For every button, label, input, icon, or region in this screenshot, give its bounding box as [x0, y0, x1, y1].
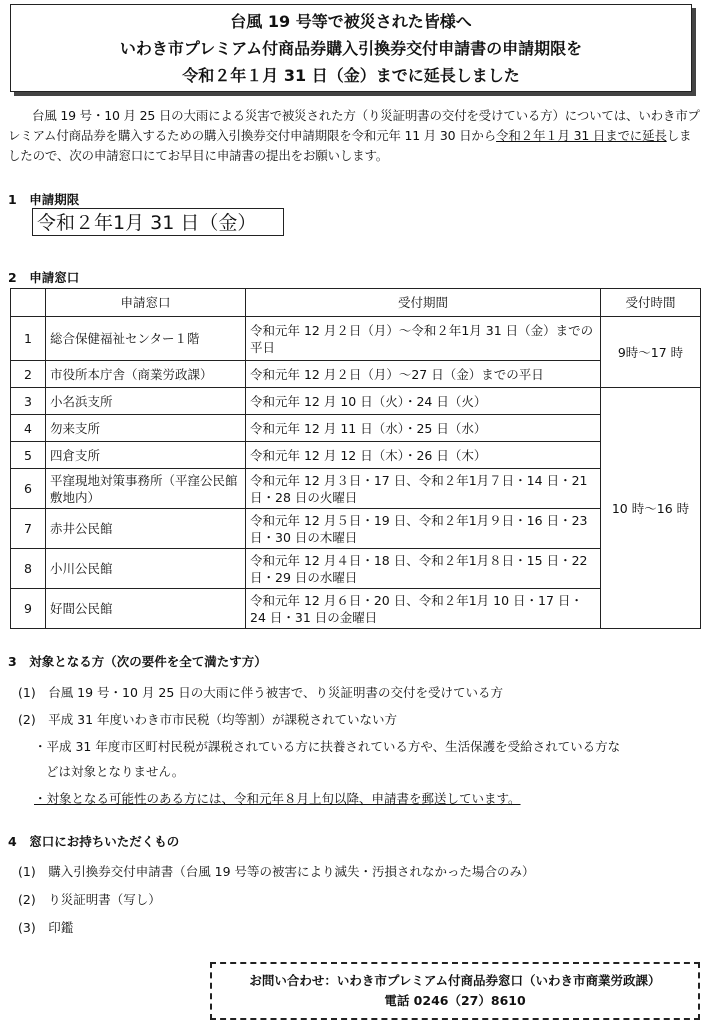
row-period: 令和元年 12 月 12 日（木）・26 日（木）: [246, 442, 601, 469]
section-3-item-2: (2) 平成 31 年度いわき市市民税（均等割）が課税されていない方: [18, 712, 398, 727]
title-box: [10, 4, 692, 92]
section-3-note-1-cont: どは対象となりません。: [46, 764, 185, 779]
row-window: 平窪現地対策事務所（平窪公民館敷地内）: [46, 469, 246, 509]
hours-cell-a: 9時～17 時: [601, 317, 701, 388]
contact-line-1: お問い合わせ：いわき市プレミアム付商品券窓口（いわき市商業労政課）: [249, 973, 661, 988]
row-window: 好間公民館: [46, 589, 246, 629]
table-row: [11, 388, 701, 415]
section-1-heading: 1 申請期限: [8, 192, 80, 207]
col-window: 申請窓口: [46, 289, 246, 317]
section-3-item-1: (1) 台風 19 号・10 月 25 日の大雨に伴う被害で、り災証明書の交付を受けている方: [18, 685, 504, 700]
section-3-heading: 3 対象となる方（次の要件を全て満たす方）: [8, 654, 267, 669]
hours-cell-b: 10 時～16 時: [601, 388, 701, 629]
intro-text-1: 台風 19 号・10 月 25 日の大雨による災害で被災された方（り災証明書の交付を受けている方）については、いわき市プレミアム付商品券を購入するための購入引換券交付申請期限を令和元年 11 月 30 日から: [8, 108, 700, 143]
row-no: 3: [11, 388, 46, 415]
row-period: 令和元年 12 月 10 日（火）・24 日（火）: [246, 388, 601, 415]
row-window: 四倉支所: [46, 442, 246, 469]
table-row: [11, 549, 701, 589]
table-row: [11, 361, 701, 388]
intro-underlined: 令和２年１月 31 日までに延長: [496, 128, 667, 143]
row-no: 6: [11, 469, 46, 509]
row-window: 小川公民館: [46, 549, 246, 589]
table-row: [11, 469, 701, 509]
contact-phone: 電話 0246（27）8610: [384, 993, 526, 1008]
col-period: 受付期間: [246, 289, 601, 317]
row-window: 赤井公民館: [46, 509, 246, 549]
row-window: 勿来支所: [46, 415, 246, 442]
table-row: [11, 509, 701, 549]
title-line-2: いわき市プレミアム付商品券購入引換券交付申請書の申請期限を: [119, 38, 583, 58]
section-4-item-2: (2) り災証明書（写し）: [18, 892, 161, 907]
section-3-note-2: ・対象となる可能性のある方には、令和元年８月上旬以降、申請書を郵送しています。: [34, 791, 521, 806]
table-row: [11, 442, 701, 469]
row-period: 令和元年 12 月６日・20 日、令和２年1月 10 日・17 日・24 日・31 日の金曜日: [246, 589, 601, 629]
row-period: 令和元年 12 月２日（月）～令和２年1月 31 日（金）までの平日: [246, 317, 601, 361]
intro-paragraph: [8, 106, 700, 166]
section-4-heading: 4 窓口にお持ちいただくもの: [8, 834, 180, 849]
title-line-1: 台風 19 号等で被災された皆様へ: [230, 11, 472, 31]
row-no: 2: [11, 361, 46, 388]
row-no: 1: [11, 317, 46, 361]
table-header-row: [11, 289, 701, 317]
section-2-heading: 2 申請窓口: [8, 270, 80, 285]
row-no: 7: [11, 509, 46, 549]
section-4-item-3: (3) 印鑑: [18, 920, 74, 935]
row-no: 9: [11, 589, 46, 629]
col-no: [11, 289, 46, 317]
row-window: 小名浜支所: [46, 388, 246, 415]
contact-box: [210, 962, 700, 1020]
row-no: 8: [11, 549, 46, 589]
window-table: [10, 288, 701, 629]
row-period: 令和元年 12 月５日・19 日、令和２年1月９日・16 日・23 日・30 日の木曜日: [246, 509, 601, 549]
row-period: 令和元年 12 月２日（月）～27 日（金）までの平日: [246, 361, 601, 388]
deadline-box: 令和２年1月 31 日（金）: [32, 208, 284, 236]
row-no: 5: [11, 442, 46, 469]
row-period: 令和元年 12 月３日・17 日、令和２年1月７日・14 日・21 日・28 日の火曜日: [246, 469, 601, 509]
row-window: 市役所本庁舎（商業労政課）: [46, 361, 246, 388]
row-window: 総合保健福祉センター１階: [46, 317, 246, 361]
table-row: [11, 317, 701, 361]
row-no: 4: [11, 415, 46, 442]
title-line-3: 令和２年１月 31 日（金）までに延長しました: [182, 65, 520, 85]
section-3-note-1: ・平成 31 年度市区町村民税が課税されている方に扶養されている方や、生活保護を受給されている方な: [34, 739, 621, 754]
row-period: 令和元年 12 月 11 日（水）・25 日（水）: [246, 415, 601, 442]
section-4-item-1: (1) 購入引換券交付申請書（台風 19 号等の被害により滅失・汚損されなかった場合のみ）: [18, 864, 535, 879]
table-row: [11, 589, 701, 629]
table-row: [11, 415, 701, 442]
intro-text-2: しましたので、次の申請窓口にてお早目に申請書の提出をお願いします。: [8, 128, 692, 163]
row-period: 令和元年 12 月４日・18 日、令和２年1月８日・15 日・22 日・29 日の水曜日: [246, 549, 601, 589]
col-hours: 受付時間: [601, 289, 701, 317]
